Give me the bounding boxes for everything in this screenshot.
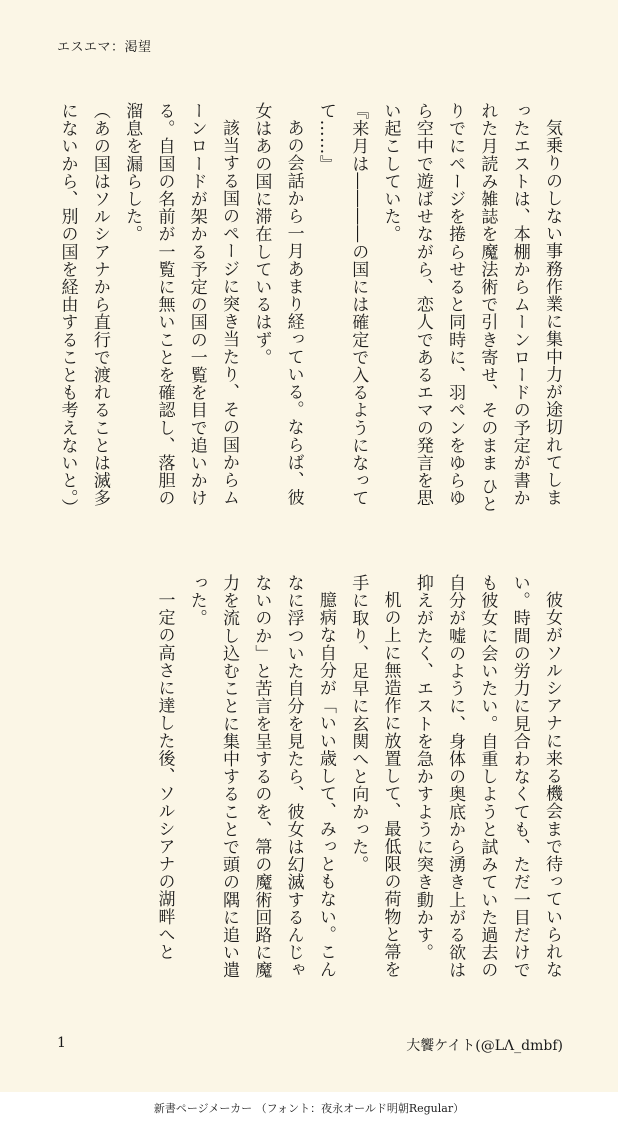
paragraph: 臆病な自分が「いい歳して、みっともない。こんなに浮ついた自分を見たら、彼女は幻滅するんじゃないのか」と苦言を呈するのを、箒の魔術回路に魔力を流し込むことに集中することで頭の隅に追い遣った。 [186,574,336,979]
paragraph: 机の上に無造作に放置して、最低限の荷物と箒を手に取り、足早に玄関へと向かった。 [348,574,401,979]
paragraph-dialogue: 『来月は――――の国には確定で入るようになってて……』 [315,102,369,507]
paragraph: 該当する国のページに突き当たり、その国からムーンロードが架かる予定の国の一覧を目で追いかける。自国の名前が一覧に無いことを確認し、落胆の溜息を漏らした。 [122,102,240,507]
paragraph: 一定の高さに達した後、ソルシアナの湖畔へと [154,591,175,961]
paragraph: あの会話から一月あまり経っている。ならば、彼女はあの国に滞在しているはず。 [251,102,304,507]
author-credit: 大饗ケイト(@LΛ_dmbf) [406,1038,563,1054]
generator-credit: 新書ページメーカー （フォント：夜永オールド明朝Regular） [153,1102,465,1115]
paragraph-thought: （あの国はソルシアナから直行で渡れることは滅多にないから、別の国を経由することも考えないと。） [57,102,110,516]
page-number: 1 [57,1035,66,1051]
text-column-top [56,102,568,522]
page-title: エスエマ：渇望 [57,40,152,55]
paragraph: 彼女がソルシアナに来る機会まで待っていられない。時間の労力に見合わなくても、ただ一目だけでも彼女に会いたい。自重しようと試みていた過去の自分が嘘のように、身体の奥底から湧き上がる欲は抑えがたく、エストを急かすように突き動かす。 [412,574,562,979]
paragraph: 気乗りのしない事務作業に集中力が途切れてしまったエストは、本棚からムーンロードの予定が書かれた月読み雑誌を魔法術で引き寄せ、そのまま ひとりでにページを捲らせると同時に、羽ペンをゆらゆら空中で遊ばせながら、恋人であるエマの発言を思い起こしていた。 [380,102,562,513]
text-column-bottom [56,574,568,994]
